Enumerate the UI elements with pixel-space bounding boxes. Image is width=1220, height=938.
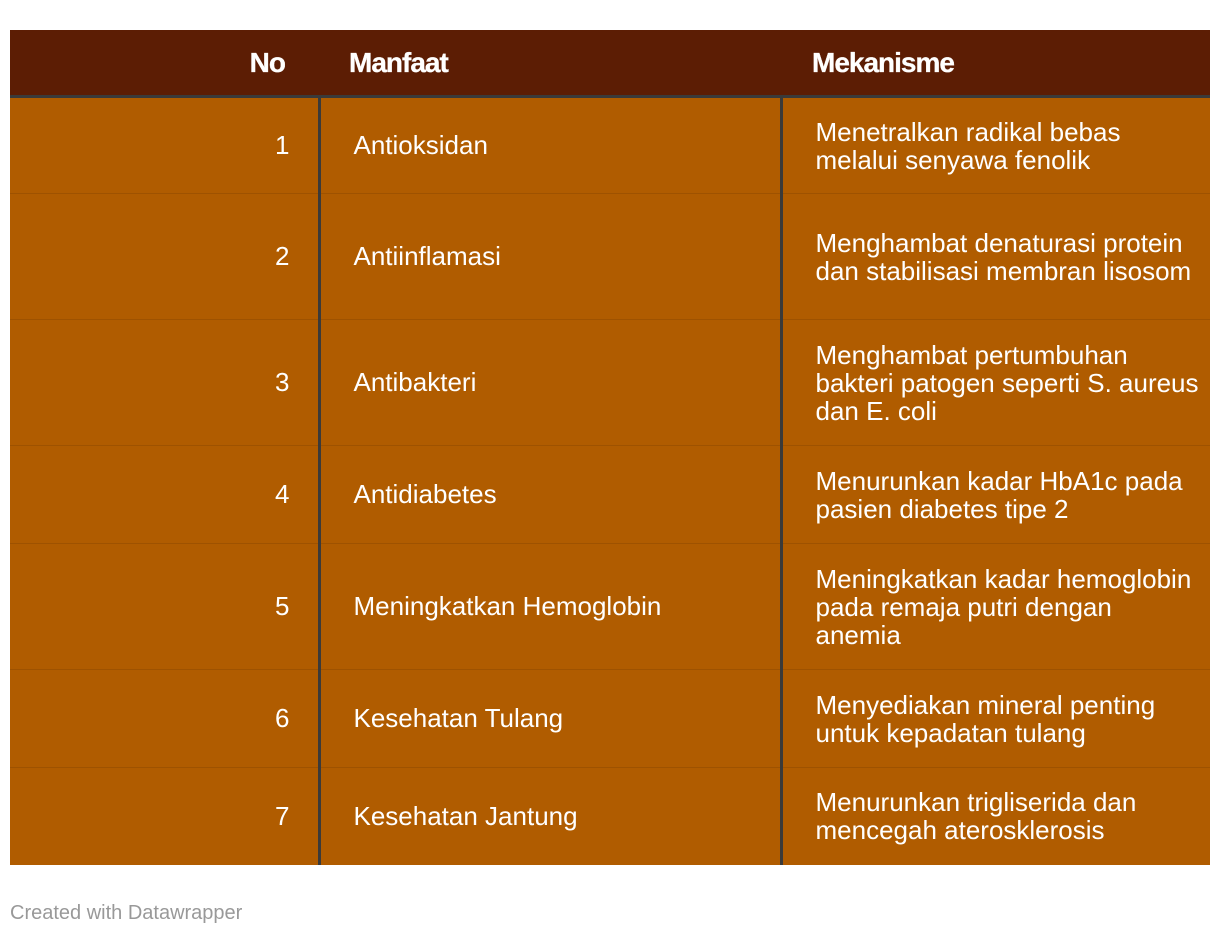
cell-mekanisme: Menurunkan kadar HbA1c pada pasien diabetes tipe 2 — [781, 446, 1210, 544]
cell-mekanisme: Menetralkan radikal bebas melalui senyawa fenolik — [815, 116, 1121, 175]
cell-manfaat: Antioksidan — [319, 97, 781, 194]
cell-no: 2 — [10, 194, 319, 320]
data-table — [10, 30, 1210, 865]
cell-no: 1 — [10, 97, 319, 194]
table-row — [10, 670, 1210, 768]
cell-no: 7 — [10, 768, 319, 865]
header-no[interactable]: No — [10, 30, 319, 97]
header-manfaat[interactable]: Manfaat — [319, 30, 781, 97]
cell-mekanisme: Menyediakan mineral penting untuk kepadatan tulang — [781, 670, 1210, 768]
table-row — [10, 320, 1210, 446]
cell-mekanisme: Menurunkan trigliserida dan mencegah aterosklerosis — [781, 768, 1210, 865]
table-header-row — [10, 30, 1210, 97]
cell-no: 6 — [10, 670, 319, 768]
table-row — [10, 194, 1210, 320]
datawrapper-credit[interactable]: Created with Datawrapper — [10, 902, 243, 924]
table-row — [10, 446, 1210, 544]
cell-manfaat: Kesehatan Tulang — [319, 670, 781, 768]
table-row — [10, 544, 1210, 670]
cell-manfaat: Antidiabetes — [319, 446, 781, 544]
cell-manfaat: Antibakteri — [319, 320, 781, 446]
cell-manfaat: Meningkatkan Hemoglobin — [319, 544, 781, 670]
table-row — [10, 768, 1210, 865]
cell-manfaat: Kesehatan Jantung — [319, 768, 781, 865]
cell-mekanisme: Menghambat denaturasi protein dan stabilisasi membran lisosom — [781, 194, 1210, 320]
cell-no: 4 — [10, 446, 319, 544]
cell-mekanisme: Menghambat pertumbuhan bakteri patogen seperti S. aureus dan E. coli — [781, 320, 1210, 446]
table-row — [10, 97, 1210, 194]
cell-manfaat: Antiinflamasi — [319, 194, 781, 320]
header-mekanisme[interactable]: Mekanisme — [781, 30, 1210, 97]
cell-no: 5 — [10, 544, 319, 670]
cell-no: 3 — [10, 320, 319, 446]
cell-mekanisme: Meningkatkan kadar hemoglobin pada remaja putri dengan anemia — [781, 544, 1210, 670]
